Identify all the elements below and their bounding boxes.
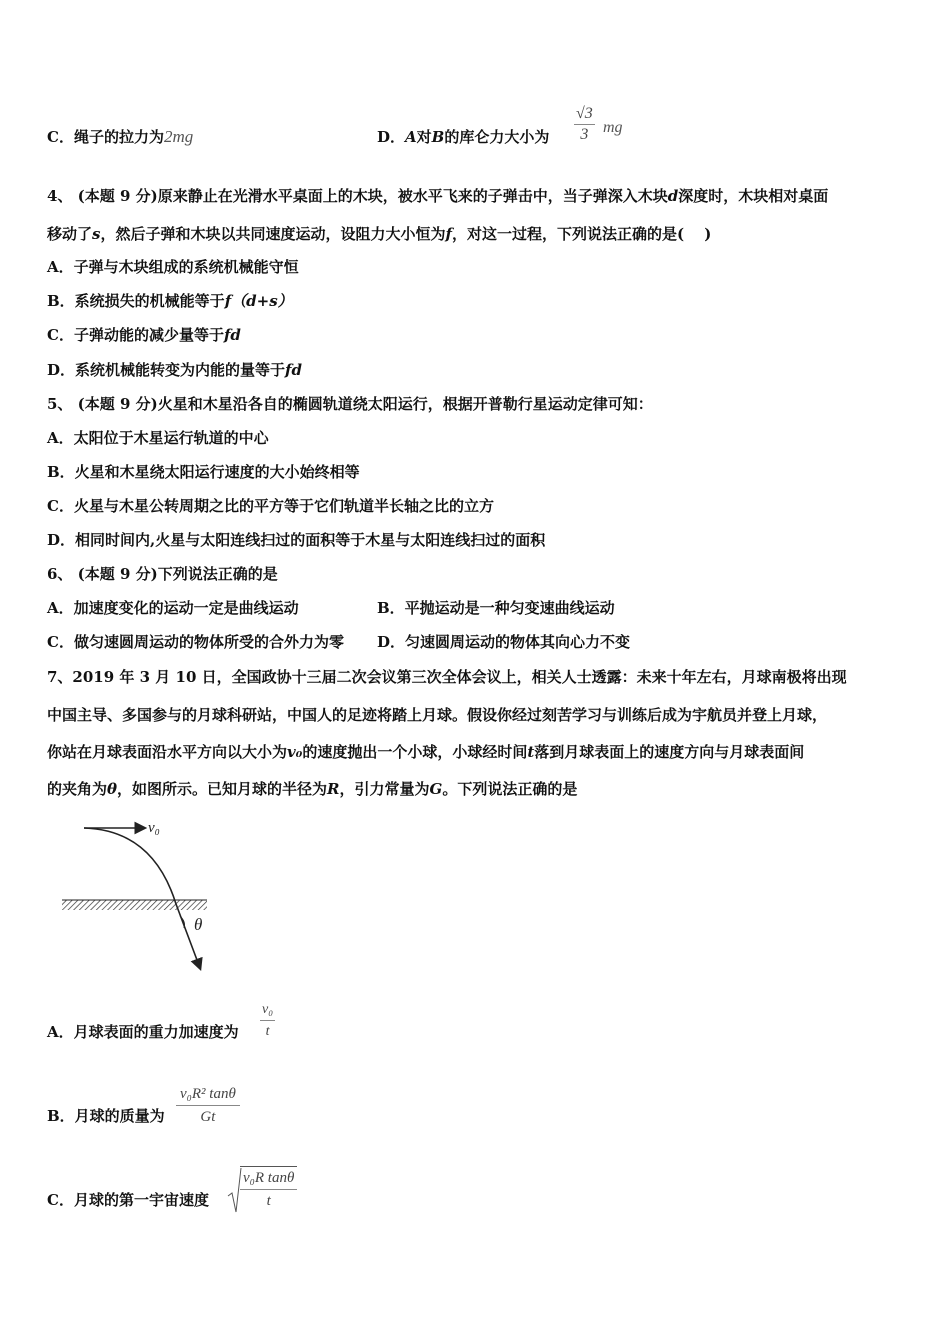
q7-var-g: G	[429, 780, 443, 798]
angle-label: θ	[194, 915, 203, 934]
q4-stem-line1	[47, 186, 828, 206]
q4-option-d-fd: fd	[285, 361, 302, 379]
q7-option-c-denominator: t	[266, 1193, 271, 1209]
q3-option-d-a: A	[405, 128, 417, 146]
q7-option-b-numerator: v₀R² tanθ	[176, 1083, 240, 1106]
q6-option-c: C．做匀速圆周运动的物体所受的合外力为零	[47, 633, 344, 651]
q3-option-d-mid: 对	[416, 128, 432, 146]
q7-option-a: A．月球表面的重力加速度为	[47, 1023, 239, 1041]
q7-stem-text: ，引力常量为	[339, 780, 430, 798]
q3-option-d-fraction	[574, 104, 595, 145]
q7-option-b: B．月球的质量为	[47, 1107, 165, 1125]
q4-stem-text: 4、 (本题 9 分)原来静止在光滑水平桌面上的木块，被水平飞来的子弹击中，当子弹深入木块	[47, 187, 668, 205]
q3-option-d-after: mg	[603, 119, 623, 136]
q4-option-c-label: C．子弹动能的减少量等于	[47, 326, 224, 344]
q7-option-a-denominator: t	[265, 1024, 270, 1039]
q4-stem-line2	[47, 224, 711, 244]
q7-stem-text: 。下列说法正确的是	[442, 780, 578, 798]
q4-option-b-label: B．系统损失的机械能等于	[47, 292, 225, 310]
q7-option-c-numerator: v₀R tanθ	[240, 1166, 297, 1190]
q4-stem-text: ，然后子弹和木块以共同速度运动，设阻力大小恒为	[100, 225, 446, 243]
q4-option-c-fd: fd	[223, 326, 241, 344]
q3-option-c-math: 2mg	[163, 127, 194, 146]
q3-option-d-denominator: 3	[580, 126, 589, 143]
q7-option-a-numerator: v₀	[260, 999, 275, 1021]
q5-option-c: C．火星与木星公转周期之比的平方等于它们轨道半长轴之比的立方	[47, 497, 494, 515]
q3-option-d	[377, 127, 549, 147]
q6-option-b: B．平抛运动是一种匀变速曲线运动	[377, 599, 615, 617]
q3-option-d-prefix: D．	[377, 128, 406, 146]
q5-option-a: A．太阳位于木星运行轨道的中心	[47, 429, 269, 447]
q3-option-c-label: C．绳子的拉力为	[47, 128, 164, 146]
q7-var-t: t	[527, 743, 535, 761]
q7-var-r: R	[327, 780, 340, 798]
q5-option-d: D．相同时间内,火星与太阳连线扫过的面积等于木星与太阳连线扫过的面积	[47, 531, 546, 549]
q4-option-b-paren: （d+s）	[231, 292, 293, 310]
ground-surface	[62, 900, 207, 910]
q4-option-a: A．子弹与木块组成的系统机械能守恒	[47, 258, 299, 276]
velocity-label: v₀	[148, 820, 160, 836]
q6-stem: 6、 (本题 9 分)下列说法正确的是	[47, 565, 278, 583]
q7-stem-line3	[47, 742, 804, 762]
q4-option-d	[47, 360, 302, 380]
q7-stem-line2: 中国主导、多国参与的月球科研站，中国人的足迹将踏上月球。假设你经过刻苦学习与训练后成为宇航员并登上月球，	[47, 706, 828, 724]
q3-option-d-numerator: √3	[574, 104, 595, 125]
q7-stem-text: 你站在月球表面沿水平方向以大小为	[47, 743, 288, 761]
q7-option-c-fraction	[240, 1166, 297, 1212]
q4-option-b	[47, 291, 293, 311]
q3-option-c	[47, 127, 193, 147]
q7-stem-line4	[47, 779, 577, 799]
q6-option-d: D．匀速圆周运动的物体其向心力不变	[377, 633, 631, 651]
q4-stem-text: 移动了	[47, 225, 93, 243]
q5-option-b: B．火星和木星绕太阳运行速度的大小始终相等	[47, 463, 360, 481]
q3-option-d-b: B	[431, 128, 445, 146]
q4-option-b-f: f	[224, 292, 232, 310]
q7-stem-text: 落到月球表面上的速度方向与月球表面间	[534, 743, 805, 761]
q7-option-c: C．月球的第一宇宙速度	[47, 1191, 209, 1209]
q7-option-b-fraction	[176, 1083, 240, 1128]
q4-option-c	[47, 325, 241, 345]
q4-stem-text: ，对这一过程，下列说法正确的是( )	[451, 225, 712, 243]
q4-var-d: d	[667, 187, 679, 205]
projectile-figure	[58, 812, 228, 982]
q5-stem: 5、 (本题 9 分)火星和木星沿各自的椭圆轨道绕太阳运行，根据开普勒行星运动定律可知：	[47, 395, 653, 413]
q6-option-a: A．加速度变化的运动一定是曲线运动	[47, 599, 299, 617]
q3-option-d-label: 的库仑力大小为	[444, 128, 550, 146]
q7-option-a-fraction	[260, 999, 275, 1042]
q4-stem-text: 深度时，木块相对桌面	[678, 187, 829, 205]
q7-stem-text: ，如图所示。已知月球的半径为	[117, 780, 328, 798]
q7-var-v0: v₀	[287, 743, 303, 761]
q7-stem-text: 的速度抛出一个小球，小球经时间	[302, 743, 528, 761]
trajectory-curve	[84, 828, 203, 968]
q7-stem-line1: 7、2019 年 3 月 10 日，全国政协十三届二次会议第三次全体会议上，相关人士透露：未来十年左右，月球南极将出现	[47, 668, 847, 686]
q7-var-theta: θ	[107, 780, 118, 798]
q4-var-s: s	[92, 225, 101, 243]
q4-var-f: f	[445, 225, 452, 243]
q7-stem-text: 的夹角为	[47, 780, 108, 798]
q7-option-b-denominator: Gt	[200, 1109, 216, 1125]
q4-option-d-label: D．系统机械能转变为内能的量等于	[47, 361, 286, 379]
